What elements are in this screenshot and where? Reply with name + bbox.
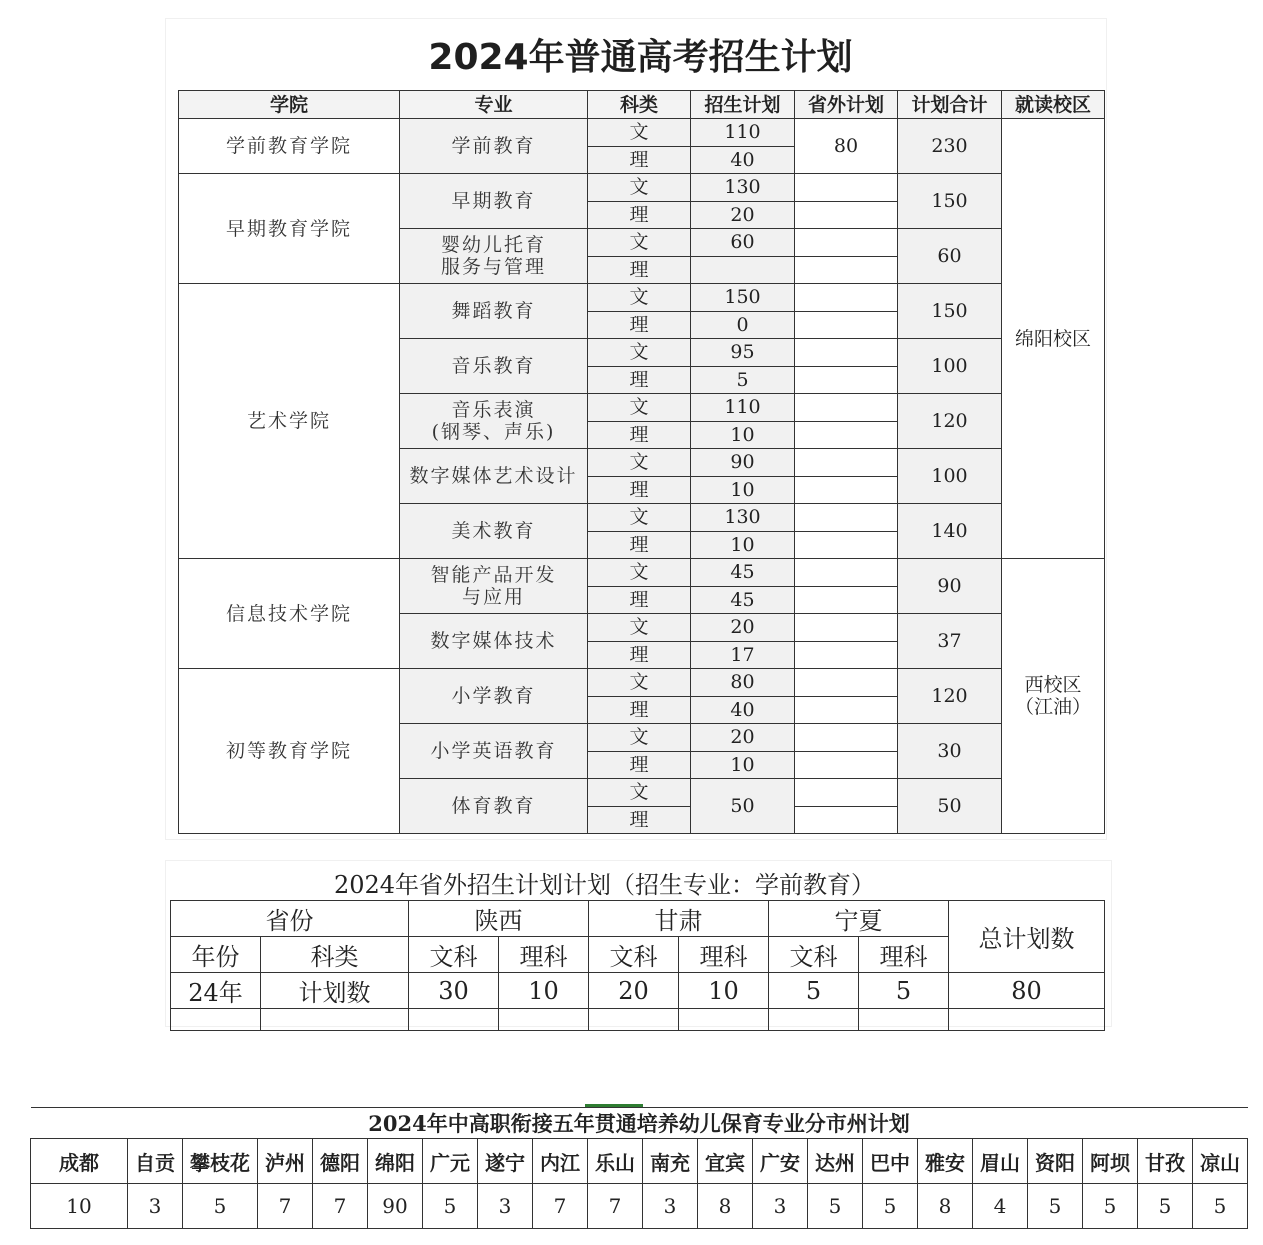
plan-count-row [171, 973, 1105, 1009]
value-cell: 5 [769, 973, 859, 1009]
category-wen: 文 [588, 669, 691, 697]
city-value: 5 [1138, 1184, 1193, 1229]
value-cell: 30 [409, 973, 499, 1009]
major-name: 音乐表演 (钢琴、声乐) [400, 394, 588, 449]
city-name: 阿坝 [1083, 1139, 1138, 1184]
plan-row [179, 669, 1105, 697]
category-wen: 文 [588, 284, 691, 312]
outside-quota-value [795, 724, 898, 752]
total-value: 100 [898, 449, 1002, 504]
category-wen: 文科 [409, 937, 499, 973]
category-li: 理科 [859, 937, 949, 973]
city-name: 绵阳 [368, 1139, 423, 1184]
city-value: 5 [1083, 1184, 1138, 1229]
major-name: 舞蹈教育 [400, 284, 588, 339]
city-name: 自贡 [128, 1139, 183, 1184]
category-li: 理科 [499, 937, 589, 973]
enrollment-plan-table [178, 90, 1105, 834]
outside-quota-value [795, 531, 898, 559]
major-name: 早期教育 [400, 174, 588, 229]
category-li: 理 [588, 421, 691, 449]
category-li: 理 [588, 696, 691, 724]
outside-quota-value [795, 174, 898, 202]
city-name: 凉山 [1193, 1139, 1248, 1184]
quota-value: 110 [691, 394, 795, 422]
city-name: 南充 [643, 1139, 698, 1184]
plan-row [179, 174, 1105, 202]
category-wen: 文 [588, 559, 691, 587]
header-total: 计划合计 [898, 91, 1002, 119]
category-label: 科类 [261, 937, 409, 973]
plan-title: 2024年普通高考招生计划 [428, 37, 853, 78]
quota-value: 20 [691, 614, 795, 642]
province-ningxia: 宁夏 [769, 901, 949, 937]
major-name: 婴幼儿托育 服务与管理 [400, 229, 588, 284]
category-li: 理 [588, 311, 691, 339]
category-li: 理 [588, 806, 691, 834]
category-wen: 文 [588, 504, 691, 532]
quota-value: 45 [691, 586, 795, 614]
category-li: 理 [588, 476, 691, 504]
outside-quota-value [795, 696, 898, 724]
outside-quota-value [795, 806, 898, 834]
quota-value: 20 [691, 201, 795, 229]
college-name: 艺术学院 [179, 284, 400, 559]
value-cell: 5 [859, 973, 949, 1009]
header-major: 专业 [400, 91, 588, 119]
quota-value: 95 [691, 339, 795, 367]
outside-quota-value [795, 311, 898, 339]
category-wen: 文 [588, 174, 691, 202]
major-name: 数字媒体艺术设计 [400, 449, 588, 504]
total-value: 80 [949, 973, 1105, 1009]
quota-value: 150 [691, 284, 795, 312]
outside-quota-value [795, 449, 898, 477]
city-name: 成都 [31, 1139, 128, 1184]
city-value: 7 [533, 1184, 588, 1229]
outside-quota-value [795, 614, 898, 642]
outside-quota-value [795, 559, 898, 587]
college-name: 学前教育学院 [179, 119, 400, 174]
major-name: 小学英语教育 [400, 724, 588, 779]
quota-value: 45 [691, 559, 795, 587]
category-li: 理 [588, 201, 691, 229]
city-name: 资阳 [1028, 1139, 1083, 1184]
major-name: 体育教育 [400, 779, 588, 834]
category-wen: 文科 [589, 937, 679, 973]
outside-title: 2024年省外招生计划计划（招生专业：学前教育） [261, 865, 949, 901]
outside-quota-value [795, 751, 898, 779]
city-name: 遂宁 [478, 1139, 533, 1184]
outside-province-table [170, 865, 1105, 1031]
major-name: 音乐教育 [400, 339, 588, 394]
outside-quota-value [795, 201, 898, 229]
total-value: 230 [898, 119, 1002, 174]
quota-value: 10 [691, 421, 795, 449]
city-name: 泸州 [258, 1139, 313, 1184]
total-value: 50 [898, 779, 1002, 834]
outside-quota-value [795, 586, 898, 614]
quota-value: 0 [691, 311, 795, 339]
city-name: 达州 [808, 1139, 863, 1184]
city-name: 眉山 [973, 1139, 1028, 1184]
quota-value: 20 [691, 724, 795, 752]
total-value: 30 [898, 724, 1002, 779]
category-li: 理 [588, 751, 691, 779]
city-value: 90 [368, 1184, 423, 1229]
total-plan-label: 总计划数 [949, 901, 1105, 973]
major-name: 数字媒体技术 [400, 614, 588, 669]
city-name: 攀枝花 [183, 1139, 258, 1184]
outside-quota-value [795, 394, 898, 422]
category-wen: 文 [588, 339, 691, 367]
quota-value: 5 [691, 366, 795, 394]
city-name: 甘孜 [1138, 1139, 1193, 1184]
category-wen: 文 [588, 724, 691, 752]
category-li: 理 [588, 586, 691, 614]
category-wen: 文 [588, 119, 691, 147]
city-value: 8 [918, 1184, 973, 1229]
outside-quota-value [795, 229, 898, 257]
total-value: 150 [898, 174, 1002, 229]
category-li: 理科 [679, 937, 769, 973]
city-value: 5 [183, 1184, 258, 1229]
city-value: 3 [478, 1184, 533, 1229]
major-name: 智能产品开发 与应用 [400, 559, 588, 614]
category-wen: 文科 [769, 937, 859, 973]
quota-value: 17 [691, 641, 795, 669]
header-campus: 就读校区 [1002, 91, 1105, 119]
header-outside-quota: 省外计划 [795, 91, 898, 119]
total-value: 140 [898, 504, 1002, 559]
city-value: 5 [423, 1184, 478, 1229]
city-name: 雅安 [918, 1139, 973, 1184]
city-value: 3 [753, 1184, 808, 1229]
city-value: 10 [31, 1184, 128, 1229]
plan-row [179, 119, 1105, 147]
city-name: 广安 [753, 1139, 808, 1184]
total-value: 37 [898, 614, 1002, 669]
category-li: 理 [588, 366, 691, 394]
row-label: 计划数 [261, 973, 409, 1009]
college-name: 早期教育学院 [179, 174, 400, 284]
quota-value: 130 [691, 174, 795, 202]
quota-value: 40 [691, 146, 795, 174]
quota-value: 10 [691, 476, 795, 504]
quota-value: 10 [691, 751, 795, 779]
total-value: 100 [898, 339, 1002, 394]
outside-quota-value [795, 339, 898, 367]
city-value: 7 [588, 1184, 643, 1229]
category-wen: 文 [588, 394, 691, 422]
college-name: 信息技术学院 [179, 559, 400, 669]
category-li: 理 [588, 531, 691, 559]
quota-value: 80 [691, 669, 795, 697]
major-name: 小学教育 [400, 669, 588, 724]
category-wen: 文 [588, 614, 691, 642]
outside-quota-value [795, 366, 898, 394]
major-name: 美术教育 [400, 504, 588, 559]
city-value: 7 [313, 1184, 368, 1229]
category-wen: 文 [588, 229, 691, 257]
city-value: 4 [973, 1184, 1028, 1229]
campus-name: 西校区 （江油） [1002, 559, 1105, 834]
total-value: 90 [898, 559, 1002, 614]
header-category: 科类 [588, 91, 691, 119]
outside-quota-value [795, 504, 898, 532]
category-li: 理 [588, 256, 691, 284]
plan-row [179, 284, 1105, 312]
quota-value: 50 [691, 779, 795, 834]
total-value: 150 [898, 284, 1002, 339]
city-value: 5 [808, 1184, 863, 1229]
total-value: 60 [898, 229, 1002, 284]
outside-quota-value [795, 669, 898, 697]
city-value: 5 [1193, 1184, 1248, 1229]
outside-quota-value [795, 421, 898, 449]
year-label: 年份 [171, 937, 261, 973]
quota-value: 10 [691, 531, 795, 559]
city-value: 5 [863, 1184, 918, 1229]
total-value: 120 [898, 394, 1002, 449]
outside-quota-value: 80 [795, 119, 898, 174]
row-year: 24年 [171, 973, 261, 1009]
city-value: 3 [643, 1184, 698, 1229]
value-cell: 10 [679, 973, 769, 1009]
outside-quota-value [795, 641, 898, 669]
city-name: 宜宾 [698, 1139, 753, 1184]
city-plan-title: 2024年中高职衔接五年贯通培养幼儿保育专业分市州计划 [31, 1108, 1248, 1139]
total-value: 120 [898, 669, 1002, 724]
province-shaanxi: 陕西 [409, 901, 589, 937]
quota-value: 60 [691, 229, 795, 257]
quota-value: 40 [691, 696, 795, 724]
outside-quota-value [795, 779, 898, 807]
city-name: 巴中 [863, 1139, 918, 1184]
province-gansu: 甘肃 [589, 901, 769, 937]
city-name: 德阳 [313, 1139, 368, 1184]
quota-value: 90 [691, 449, 795, 477]
campus-name: 绵阳校区 [1002, 119, 1105, 559]
outside-quota-value [795, 256, 898, 284]
major-name: 学前教育 [400, 119, 588, 174]
header-quota: 招生计划 [691, 91, 795, 119]
plan-row [179, 559, 1105, 587]
city-value: 8 [698, 1184, 753, 1229]
city-name: 内江 [533, 1139, 588, 1184]
province-label: 省份 [171, 901, 409, 937]
quota-value: 130 [691, 504, 795, 532]
city-name: 广元 [423, 1139, 478, 1184]
value-cell: 20 [589, 973, 679, 1009]
city-value: 7 [258, 1184, 313, 1229]
category-wen: 文 [588, 449, 691, 477]
category-li: 理 [588, 146, 691, 174]
category-wen: 文 [588, 779, 691, 807]
category-li: 理 [588, 641, 691, 669]
city-value: 3 [128, 1184, 183, 1229]
quota-value: 110 [691, 119, 795, 147]
outside-quota-value [795, 476, 898, 504]
value-cell: 10 [499, 973, 589, 1009]
quota-value [691, 256, 795, 284]
city-plan-table [30, 1107, 1248, 1229]
college-name: 初等教育学院 [179, 669, 400, 834]
city-name: 乐山 [588, 1139, 643, 1184]
outside-quota-value [795, 284, 898, 312]
city-value: 5 [1028, 1184, 1083, 1229]
header-college: 学院 [179, 91, 400, 119]
plan-header-row [179, 91, 1105, 119]
